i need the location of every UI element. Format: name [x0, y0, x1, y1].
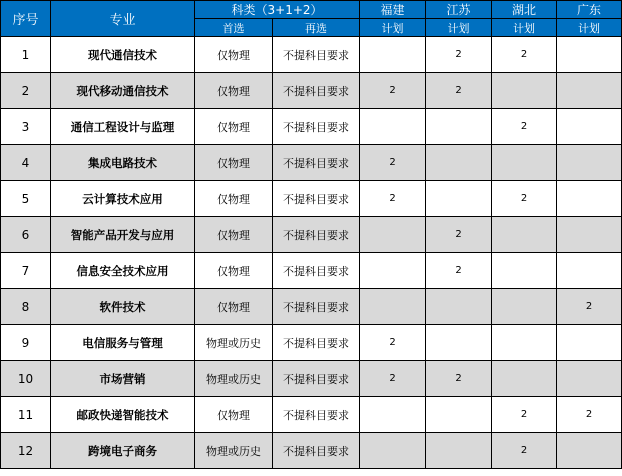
table-row [1, 433, 622, 469]
plan-guangdong [557, 325, 622, 361]
first-choice-subject: 仅物理 [195, 397, 273, 433]
first-choice-subject: 仅物理 [195, 145, 273, 181]
second-choice-subject: 不提科目要求 [273, 181, 360, 217]
row-index: 11 [1, 397, 51, 433]
header-second-choice: 再选 [273, 19, 360, 37]
first-choice-subject: 仅物理 [195, 289, 273, 325]
plan-hubei [492, 325, 557, 361]
second-choice-subject: 不提科目要求 [273, 433, 360, 469]
major-name: 智能产品开发与应用 [51, 217, 195, 253]
header-region-hubei: 湖北 [492, 1, 557, 19]
first-choice-subject: 仅物理 [195, 217, 273, 253]
plan-jiangsu [426, 145, 492, 181]
plan-fujian [360, 433, 426, 469]
table-row [1, 397, 622, 433]
plan-jiangsu [426, 325, 492, 361]
table-row [1, 37, 622, 73]
row-index: 10 [1, 361, 51, 397]
row-index: 1 [1, 37, 51, 73]
plan-jiangsu [426, 181, 492, 217]
plan-hubei: 2 [492, 109, 557, 145]
plan-hubei: 2 [492, 37, 557, 73]
major-name: 现代通信技术 [51, 37, 195, 73]
plan-jiangsu: 2 [426, 361, 492, 397]
first-choice-subject: 物理或历史 [195, 433, 273, 469]
header-plan-fujian: 计划 [360, 19, 426, 37]
row-index: 9 [1, 325, 51, 361]
table-row [1, 181, 622, 217]
plan-guangdong [557, 181, 622, 217]
table-row [1, 253, 622, 289]
plan-hubei: 2 [492, 397, 557, 433]
second-choice-subject: 不提科目要求 [273, 253, 360, 289]
header-region-guangdong: 广东 [557, 1, 622, 19]
plan-hubei: 2 [492, 181, 557, 217]
plan-fujian [360, 397, 426, 433]
plan-guangdong [557, 217, 622, 253]
plan-hubei [492, 289, 557, 325]
second-choice-subject: 不提科目要求 [273, 361, 360, 397]
major-name: 集成电路技术 [51, 145, 195, 181]
plan-fujian: 2 [360, 181, 426, 217]
second-choice-subject: 不提科目要求 [273, 217, 360, 253]
plan-guangdong [557, 361, 622, 397]
plan-hubei: 2 [492, 433, 557, 469]
plan-jiangsu [426, 397, 492, 433]
major-name: 信息安全技术应用 [51, 253, 195, 289]
first-choice-subject: 仅物理 [195, 109, 273, 145]
header-major: 专业 [51, 1, 195, 37]
plan-jiangsu [426, 109, 492, 145]
row-index: 2 [1, 73, 51, 109]
header-first-choice: 首选 [195, 19, 273, 37]
major-name: 通信工程设计与监理 [51, 109, 195, 145]
second-choice-subject: 不提科目要求 [273, 145, 360, 181]
header-row-top [1, 1, 622, 19]
row-index: 8 [1, 289, 51, 325]
major-name: 现代移动通信技术 [51, 73, 195, 109]
plan-fujian [360, 217, 426, 253]
header-subjects: 科类（3+1+2） [195, 1, 360, 19]
major-name: 电信服务与管理 [51, 325, 195, 361]
plan-hubei [492, 361, 557, 397]
plan-jiangsu: 2 [426, 253, 492, 289]
plan-guangdong: 2 [557, 397, 622, 433]
plan-fujian: 2 [360, 145, 426, 181]
plan-guangdong [557, 37, 622, 73]
row-index: 7 [1, 253, 51, 289]
plan-hubei [492, 73, 557, 109]
first-choice-subject: 仅物理 [195, 37, 273, 73]
plan-fujian: 2 [360, 325, 426, 361]
plan-guangdong [557, 73, 622, 109]
first-choice-subject: 仅物理 [195, 181, 273, 217]
table-row [1, 325, 622, 361]
plan-fujian [360, 289, 426, 325]
header-plan-guangdong: 计划 [557, 19, 622, 37]
second-choice-subject: 不提科目要求 [273, 73, 360, 109]
second-choice-subject: 不提科目要求 [273, 325, 360, 361]
plan-hubei [492, 217, 557, 253]
major-name: 邮政快递智能技术 [51, 397, 195, 433]
plan-guangdong [557, 109, 622, 145]
header-region-jiangsu: 江苏 [426, 1, 492, 19]
row-index: 12 [1, 433, 51, 469]
first-choice-subject: 物理或历史 [195, 361, 273, 397]
second-choice-subject: 不提科目要求 [273, 289, 360, 325]
plan-jiangsu [426, 289, 492, 325]
table-body [1, 1, 622, 469]
first-choice-subject: 仅物理 [195, 253, 273, 289]
table-row [1, 289, 622, 325]
row-index: 3 [1, 109, 51, 145]
plan-guangdong [557, 145, 622, 181]
first-choice-subject: 物理或历史 [195, 325, 273, 361]
table-row [1, 217, 622, 253]
table-row [1, 361, 622, 397]
major-name: 软件技术 [51, 289, 195, 325]
table-row [1, 73, 622, 109]
plan-fujian [360, 109, 426, 145]
row-index: 5 [1, 181, 51, 217]
major-name: 市场营销 [51, 361, 195, 397]
plan-jiangsu: 2 [426, 217, 492, 253]
major-name: 云计算技术应用 [51, 181, 195, 217]
first-choice-subject: 仅物理 [195, 73, 273, 109]
major-name: 跨境电子商务 [51, 433, 195, 469]
header-index: 序号 [1, 1, 51, 37]
plan-fujian [360, 37, 426, 73]
header-plan-hubei: 计划 [492, 19, 557, 37]
row-index: 4 [1, 145, 51, 181]
second-choice-subject: 不提科目要求 [273, 109, 360, 145]
plan-guangdong [557, 253, 622, 289]
plan-fujian: 2 [360, 73, 426, 109]
plan-guangdong [557, 433, 622, 469]
plan-fujian: 2 [360, 361, 426, 397]
header-plan-jiangsu: 计划 [426, 19, 492, 37]
plan-jiangsu: 2 [426, 37, 492, 73]
row-index: 6 [1, 217, 51, 253]
second-choice-subject: 不提科目要求 [273, 397, 360, 433]
plan-jiangsu [426, 433, 492, 469]
plan-guangdong: 2 [557, 289, 622, 325]
plan-jiangsu: 2 [426, 73, 492, 109]
table-row [1, 109, 622, 145]
plan-hubei [492, 253, 557, 289]
plan-fujian [360, 253, 426, 289]
table-row [1, 145, 622, 181]
header-region-fujian: 福建 [360, 1, 426, 19]
plan-hubei [492, 145, 557, 181]
second-choice-subject: 不提科目要求 [273, 37, 360, 73]
